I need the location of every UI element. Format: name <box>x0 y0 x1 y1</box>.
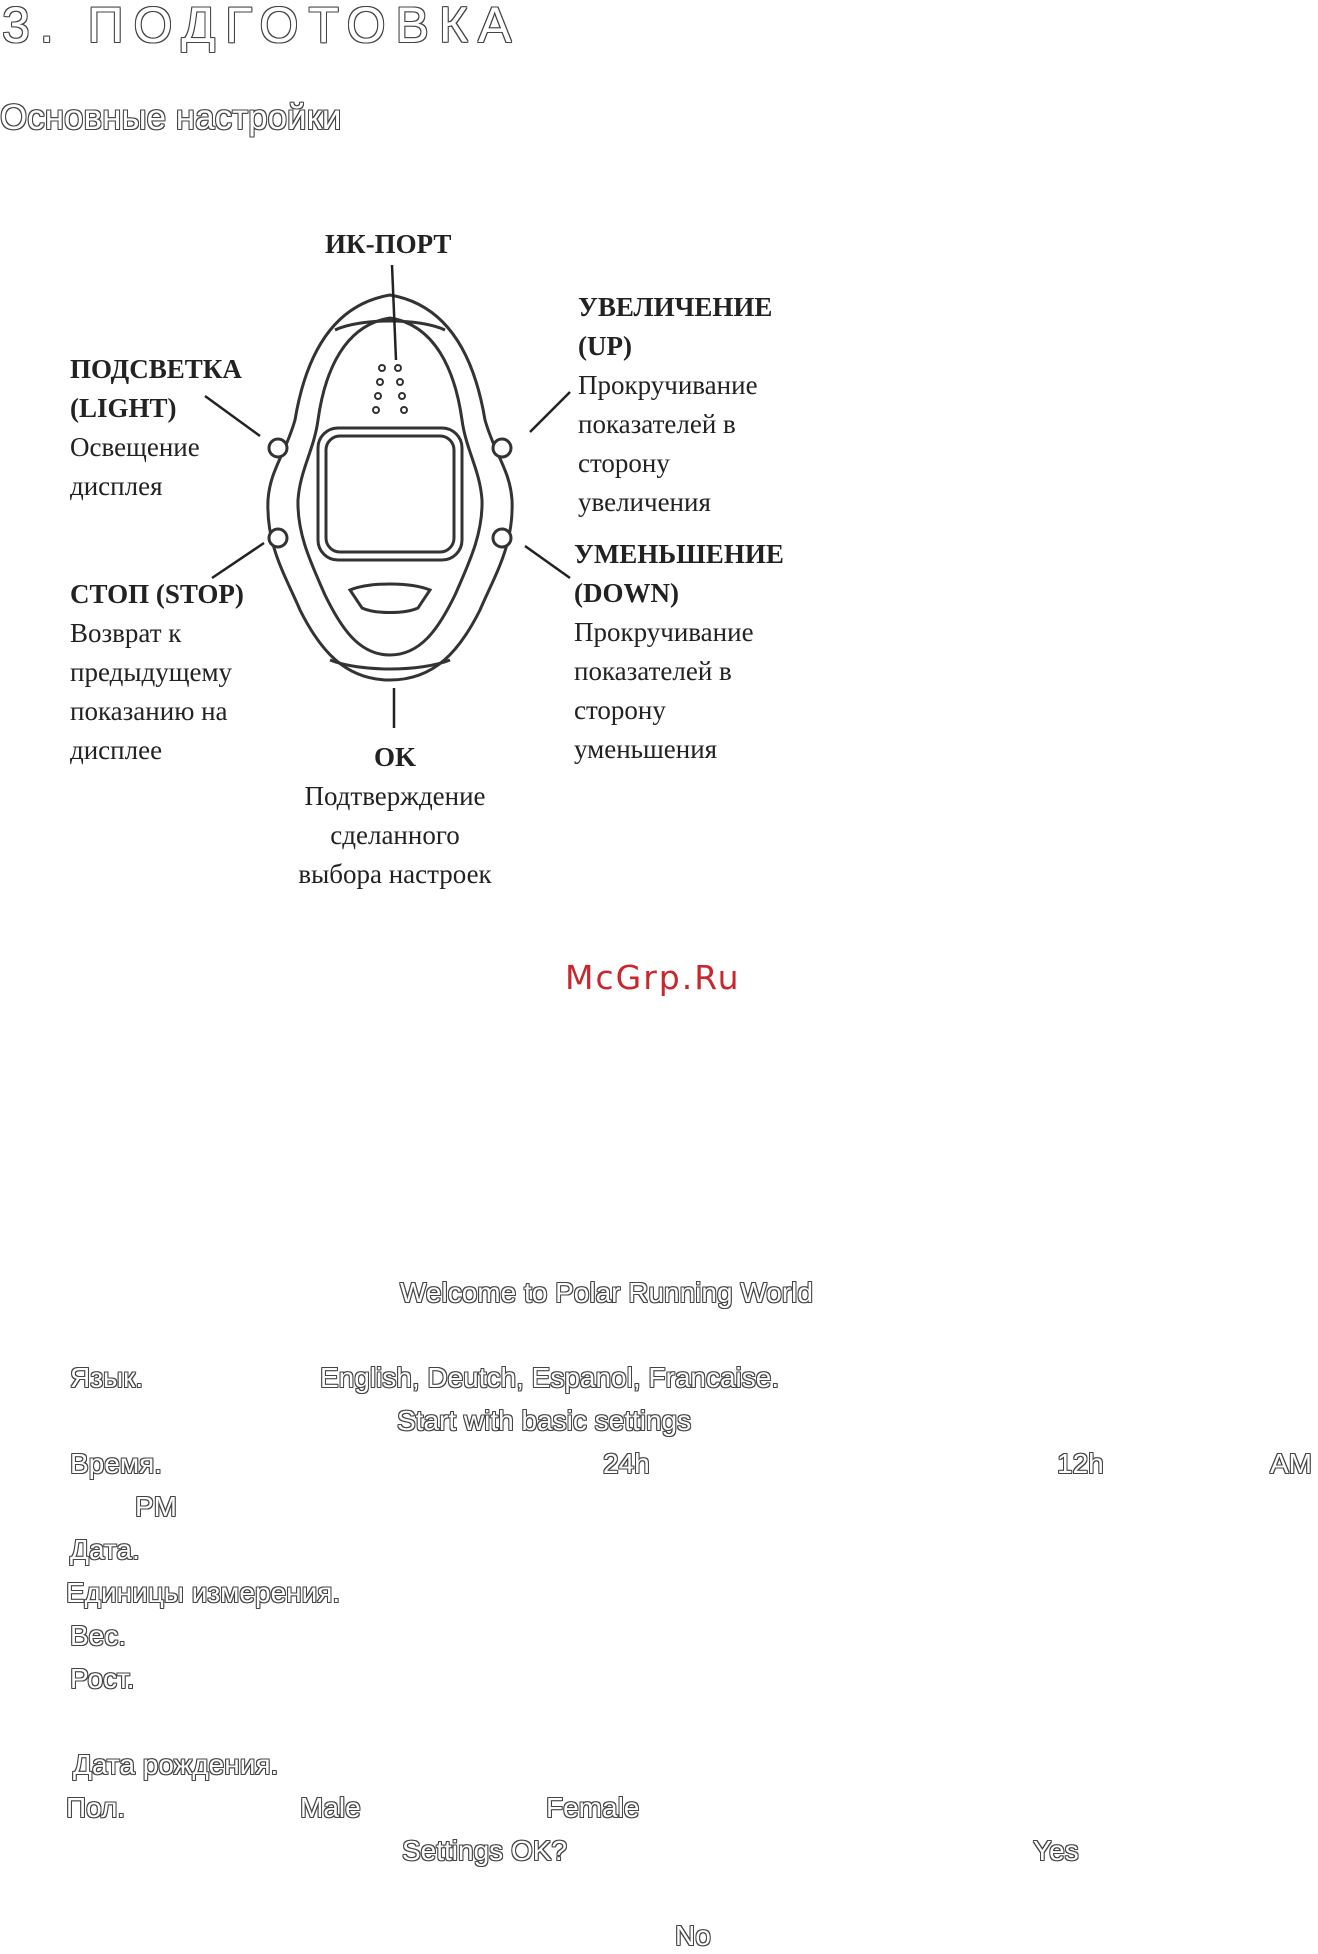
welcome-text: Welcome to Polar Running World <box>400 1277 813 1308</box>
down-button <box>493 529 511 547</box>
light-button <box>269 439 287 457</box>
start-text: Start with basic settings <box>397 1405 692 1436</box>
up-button <box>493 439 511 457</box>
time-12h: 12h <box>1057 1448 1104 1479</box>
height-label: Рост. <box>70 1663 135 1694</box>
time-pm: PM <box>135 1491 177 1522</box>
birth-label: Дата рождения. <box>73 1749 279 1780</box>
up-label: УВЕЛИЧЕНИЕ (UP) Прокручивание показателей в сторону увеличения <box>578 292 773 517</box>
watch-screen <box>326 436 454 552</box>
ir-port-dots <box>373 365 407 413</box>
watermark: McGrp.Ru <box>565 958 741 997</box>
leader-up <box>530 392 570 432</box>
stop-button <box>269 529 287 547</box>
settings-ok-question: Settings OK? <box>402 1835 567 1866</box>
watch-screen-frame <box>318 428 462 560</box>
units-label: Единицы измерения. <box>66 1577 341 1608</box>
watch-ok-button <box>350 584 430 613</box>
weight-label: Вес. <box>70 1620 127 1651</box>
sex-label: Пол. <box>66 1792 126 1823</box>
sex-female: Female <box>546 1792 640 1823</box>
language-label: Язык. <box>70 1362 144 1393</box>
leader-stop <box>212 543 264 578</box>
ok-label: OK Подтверждение сделанного выбора настроек <box>298 742 492 889</box>
watch-strap-top <box>335 321 445 330</box>
sex-male: Male <box>300 1792 361 1823</box>
time-24h: 24h <box>603 1448 650 1479</box>
settings-yes: Yes <box>1033 1835 1079 1866</box>
light-label: ПОДСВЕТКА (LIGHT) Освещение дисплея <box>70 354 242 501</box>
stop-label: СТОП (STOP) Возврат к предыдущему показанию на дисплее <box>70 579 244 765</box>
language-options: English, Deutch, Espanol, Francaise. <box>320 1362 780 1393</box>
leader-ir <box>392 265 396 360</box>
watch-case-outline <box>268 295 512 680</box>
section-subtitle: Основные настройки <box>0 98 342 137</box>
time-label: Время. <box>70 1448 163 1479</box>
page-title: 3. ПОДГОТОВКА <box>2 0 522 53</box>
ir-port-label: ИК-ПОРТ <box>325 229 452 259</box>
settings-no: No <box>675 1920 711 1951</box>
time-am: AM <box>1270 1448 1312 1479</box>
date-label: Дата. <box>70 1534 140 1565</box>
leader-down <box>525 546 570 578</box>
down-label: УМЕНЬШЕНИЕ (DOWN) Прокручивание показателей в сторону уменьшения <box>574 539 784 764</box>
